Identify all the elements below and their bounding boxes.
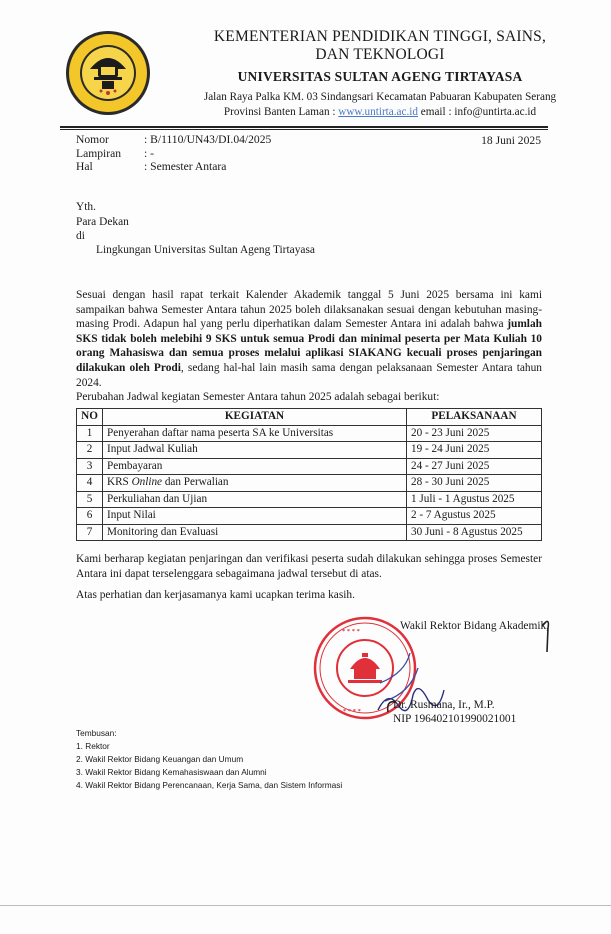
tembusan-block bbox=[76, 727, 342, 792]
schedule-table bbox=[76, 408, 542, 541]
lampiran-label: Lampiran bbox=[76, 147, 122, 160]
letterhead-rule-thick bbox=[60, 126, 548, 128]
recipient-block bbox=[76, 200, 129, 244]
ministry-line-1: KEMENTERIAN PENDIDIKAN TINGGI, SAINS, bbox=[213, 28, 547, 45]
row-pelaksanaan: 24 - 27 Juni 2025 bbox=[407, 458, 542, 475]
row-no: 3 bbox=[77, 458, 103, 475]
address-line-1: Jalan Raya Palka KM. 03 Sindangsari Kecamatan Pabuaran Kabupaten Serang bbox=[203, 91, 557, 103]
tembusan-item: 1. Rektor bbox=[76, 741, 110, 751]
ministry-title bbox=[160, 28, 600, 64]
row-pelaksanaan: 20 - 23 Juni 2025 bbox=[407, 425, 542, 442]
signatory-name: Dr. Rusmana, Ir., M.P. bbox=[393, 699, 495, 711]
recipient-yth: Yth. bbox=[76, 201, 96, 213]
row-kegiatan: Input Nilai bbox=[103, 508, 407, 525]
row-pelaksanaan: 19 - 24 Juni 2025 bbox=[407, 442, 542, 459]
row-no: 2 bbox=[77, 442, 103, 459]
email-text: email : info@untirta.ac.id bbox=[418, 106, 537, 118]
header-kegiatan: KEGIATAN bbox=[103, 409, 407, 426]
row-no: 6 bbox=[77, 508, 103, 525]
row-kegiatan bbox=[103, 475, 407, 492]
para1-text-a: Sesuai dengan hasil rapat terkait Kalender Akademik tanggal 5 Juni 2025 bersama ini kami sampaikan bahwa Semester Antara tahun 2025 boleh dilaksanakan sesuai dengan kebutuhan masing-masing Prodi. Adapun hal yang perlu diperhatikan dalam Semester Antara ini adalah bahwa bbox=[76, 289, 542, 331]
table-row bbox=[77, 458, 542, 475]
table-row bbox=[77, 425, 542, 442]
body-paragraph-3: Atas perhatian dan kerjasamanya kami ucapkan terima kasih. bbox=[76, 589, 355, 601]
row-kegiatan: Monitoring dan Evaluasi bbox=[103, 524, 407, 541]
page-bottom-rule bbox=[0, 905, 611, 906]
row-kegiatan: Pembayaran bbox=[103, 458, 407, 475]
table-intro: Perubahan Jadwal kegiatan Semester Antara tahun 2025 adalah sebagai berikut: bbox=[76, 391, 440, 403]
table-row bbox=[77, 491, 542, 508]
address-line-2 bbox=[160, 105, 600, 120]
row-pelaksanaan: 30 Juni - 8 Agustus 2025 bbox=[407, 524, 542, 541]
table-row bbox=[77, 442, 542, 459]
perwalian-text: dan Perwalian bbox=[162, 476, 229, 489]
row-pelaksanaan: 1 Juli - 1 Agustus 2025 bbox=[407, 491, 542, 508]
signature-mark bbox=[540, 614, 554, 654]
krs-text: KRS bbox=[107, 476, 132, 489]
tembusan-item: 4. Wakil Rektor Bidang Perencanaan, Kerja Sama, dan Sistem Informasi bbox=[76, 780, 343, 790]
table-row bbox=[77, 475, 542, 492]
row-no: 7 bbox=[77, 524, 103, 541]
signatory-nip: NIP 196402101990021001 bbox=[393, 713, 517, 725]
row-no: 4 bbox=[77, 475, 103, 492]
para1-bold-text: jumlah SKS tidak boleh melebihi 9 SKS untuk semua Prodi dan minimal peserta per Mata Kuliah 10 orang Mahasiswa dan semua proses melalui aplikasi SIAKANG kecuali proses penjaringan dilakukan oleh Prodi bbox=[76, 318, 542, 374]
row-pelaksanaan: 28 - 30 Juni 2025 bbox=[407, 475, 542, 492]
nomor-label: Nomor bbox=[76, 133, 109, 146]
row-kegiatan: Penyerahan daftar nama peserta SA ke Universitas bbox=[103, 425, 407, 442]
university-logo bbox=[64, 29, 152, 117]
university-name: UNIVERSITAS SULTAN AGENG TIRTAYASA bbox=[237, 69, 523, 84]
online-italic-text: Online bbox=[131, 476, 163, 489]
letterhead-rule-thin bbox=[60, 129, 548, 130]
letter-date: 18 Juni 2025 bbox=[481, 134, 541, 147]
tembusan-label: Tembusan: bbox=[76, 728, 117, 738]
hal-value: : Semester Antara bbox=[144, 160, 227, 173]
recipient-place: Lingkungan Universitas Sultan Ageng Tirtayasa bbox=[96, 244, 315, 256]
nomor-value: : B/1110/UN43/DI.04/2025 bbox=[144, 133, 272, 146]
body-paragraph-2: Kami berharap kegiatan penjaringan dan verifikasi peserta sudah dilakukan sehingga proses Semester Antara ini dapat terselenggara sebagaimana jadwal tersebut di atas. bbox=[76, 553, 542, 580]
svg-text:* * * *: * * * * bbox=[343, 708, 361, 715]
para1-text-c: , sedang hal-hal lain masih sama dengan pelaksanaan Semester Antara tahun 2024. bbox=[76, 361, 543, 389]
website-link[interactable]: www.untirta.ac.id bbox=[338, 106, 418, 118]
header-pelaksanaan: PELAKSANAAN bbox=[407, 409, 542, 426]
svg-text:* * * *: * * * * bbox=[342, 628, 360, 635]
row-no: 1 bbox=[77, 425, 103, 442]
row-pelaksanaan: 2 - 7 Agustus 2025 bbox=[407, 508, 542, 525]
body-paragraph-1 bbox=[76, 288, 542, 390]
hal-label: Hal bbox=[76, 160, 93, 173]
signatory-title: Wakil Rektor Bidang Akademik, bbox=[400, 620, 550, 632]
tembusan-item: 2. Wakil Rektor Bidang Keuangan dan Umum bbox=[76, 754, 244, 764]
row-kegiatan: Input Jadwal Kuliah bbox=[103, 442, 407, 459]
recipient-to: Para Dekan bbox=[76, 215, 129, 228]
recipient-di: di bbox=[76, 230, 85, 243]
row-kegiatan: Perkuliahan dan Ujian bbox=[103, 491, 407, 508]
letterhead-address bbox=[160, 90, 600, 120]
ministry-line-2: DAN TEKNOLOGI bbox=[315, 46, 445, 63]
table-row bbox=[77, 524, 542, 541]
row-no: 5 bbox=[77, 491, 103, 508]
header-no: NO bbox=[77, 409, 103, 426]
address-prefix: Provinsi Banten Laman : bbox=[223, 106, 339, 118]
lampiran-value: : - bbox=[144, 147, 154, 160]
tembusan-item: 3. Wakil Rektor Bidang Kemahasiswaan dan Alumni bbox=[76, 767, 267, 777]
table-row bbox=[77, 508, 542, 525]
table-header-row bbox=[77, 409, 542, 426]
